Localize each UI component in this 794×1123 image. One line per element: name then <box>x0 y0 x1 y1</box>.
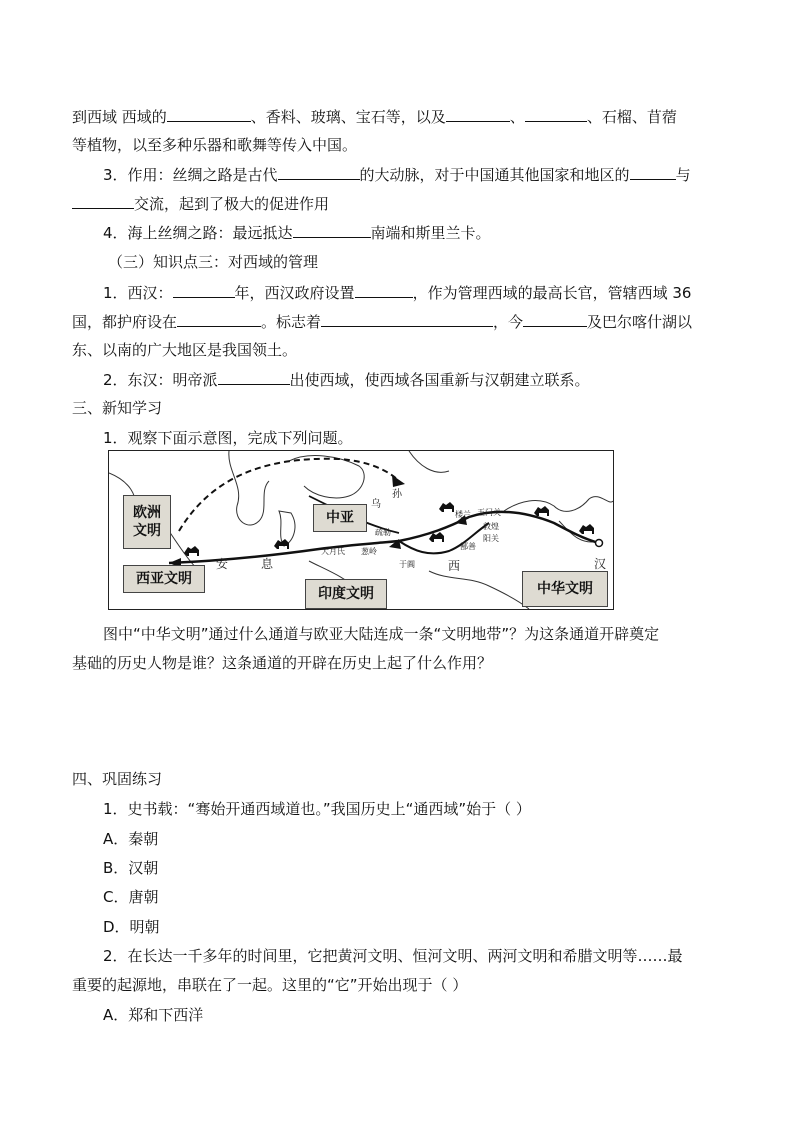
place-label: 玉门关 <box>477 508 501 517</box>
text-segment: 。标志着 <box>261 313 322 331</box>
text-segment: ，作为管理西域的最高长官，管辖西域 36 <box>412 284 692 302</box>
box-label: 西亚文明 <box>136 571 192 587</box>
place-label: 大月氏 <box>321 547 345 556</box>
question-text: 1．史书载：“骞始开通西域道也。”我国历史上“通西域”始于（ ） <box>103 800 531 818</box>
text-segment: 及巴尔喀什湖以 <box>587 313 693 331</box>
text-segment: 交流，起到了极大的促进作用 <box>134 195 330 213</box>
text-segment: 的大动脉，对于中国通其他国家和地区的 <box>359 166 630 184</box>
text-segment: 南端和斯里兰卡。 <box>370 224 491 242</box>
box-label: 欧洲 文明 <box>133 505 161 539</box>
place-label: 阳关 <box>483 534 499 543</box>
text-line <box>103 282 691 303</box>
place-label: 楼兰 <box>455 510 471 519</box>
text-line <box>103 164 691 185</box>
text-segment: 1．西汉： <box>103 284 173 302</box>
text-segment: 年，西汉政府设置 <box>234 284 355 302</box>
text-segment: 国，都护府设在 <box>72 313 178 331</box>
text-line: 等植物，以至多种乐器和歌舞等传入中国。 <box>72 136 358 154</box>
option-d[interactable]: D．明朝 <box>103 918 160 936</box>
central-asia-box <box>313 504 367 532</box>
text-segment: 、石榴、苜蓿 <box>586 108 677 126</box>
place-label: 乌 <box>371 499 381 510</box>
place-label: 葱岭 <box>361 547 377 556</box>
india-civilization-box <box>305 579 387 609</box>
fill-blank[interactable] <box>177 311 261 327</box>
fill-blank[interactable] <box>321 311 493 327</box>
question-text: 图中“中华文明”通过什么通道与欧亚大陆连成一条“文明地带”？为这条通道开辟奠定 <box>103 625 660 643</box>
question-text: 基础的历史人物是谁？这条通道的开辟在历史上起了什么作用？ <box>72 654 493 672</box>
text-segment: 2．东汉：明帝派 <box>103 371 218 389</box>
fill-blank[interactable] <box>523 311 587 327</box>
section-heading: （三）知识点三：对西域的管理 <box>108 253 319 271</box>
box-label: 中华文明 <box>537 581 593 597</box>
text-segment: 与 <box>675 166 691 184</box>
china-civilization-box <box>522 571 608 607</box>
text-line <box>103 369 590 390</box>
section-heading: 四、巩固练习 <box>72 770 163 788</box>
text-line: 东、以南的广大地区是我国领土。 <box>72 341 298 359</box>
place-label: 疏勒 <box>375 528 391 537</box>
box-label: 印度文明 <box>318 586 374 602</box>
place-label: 敦煌 <box>483 522 499 531</box>
fill-blank[interactable] <box>72 193 134 209</box>
option-a[interactable]: A．秦朝 <box>103 830 159 848</box>
fill-blank[interactable] <box>355 282 413 298</box>
option-c[interactable]: C．唐朝 <box>103 888 159 906</box>
text-segment: 到西域 西域的 <box>72 108 167 126</box>
option-b[interactable]: B．汉朝 <box>103 859 159 877</box>
section-heading: 三、新知学习 <box>72 399 163 417</box>
text-segment: 、 <box>509 108 525 126</box>
place-label: 鄯善 <box>460 542 476 551</box>
question-text: 重要的起源地，串联在了一起。这里的“它”开始出现于（ ） <box>72 976 468 994</box>
text-segment: 、香料、玻璃、宝石等，以及 <box>250 108 446 126</box>
europe-civilization-box <box>123 495 171 549</box>
question-text: 1．观察下面示意图，完成下列问题。 <box>103 429 353 447</box>
text-line <box>72 193 329 214</box>
text-segment: ，今 <box>493 313 524 331</box>
fill-blank[interactable] <box>167 106 251 122</box>
text-segment: 4．海上丝绸之路：最远抵达 <box>103 224 293 242</box>
place-label: 于阗 <box>399 560 415 569</box>
fill-blank[interactable] <box>173 282 235 298</box>
region-label: 息 <box>261 557 274 571</box>
fill-blank[interactable] <box>278 164 360 180</box>
text-line <box>72 106 677 127</box>
silk-road-map <box>108 450 614 610</box>
text-segment: 出使西域，使西域各国重新与汉朝建立联系。 <box>289 371 590 389</box>
west-asia-civilization-box <box>123 565 205 593</box>
fill-blank[interactable] <box>525 106 587 122</box>
fill-blank[interactable] <box>446 106 510 122</box>
region-label: 安 <box>216 557 229 571</box>
region-label: 汉 <box>594 557 607 571</box>
option-a[interactable]: A．郑和下西洋 <box>103 1006 204 1024</box>
place-label: 孙 <box>392 489 402 500</box>
fill-blank[interactable] <box>630 164 676 180</box>
region-label: 西 <box>448 559 461 573</box>
fill-blank[interactable] <box>218 369 290 385</box>
question-text: 2．在长达一千多年的时间里，它把黄河文明、恒河文明、两河文明和希腊文明等……最 <box>103 947 683 965</box>
text-line <box>103 222 491 243</box>
box-label: 中亚 <box>326 510 354 526</box>
fill-blank[interactable] <box>293 222 371 238</box>
text-segment: 3．作用：丝绸之路是古代 <box>103 166 278 184</box>
text-line <box>72 311 692 332</box>
